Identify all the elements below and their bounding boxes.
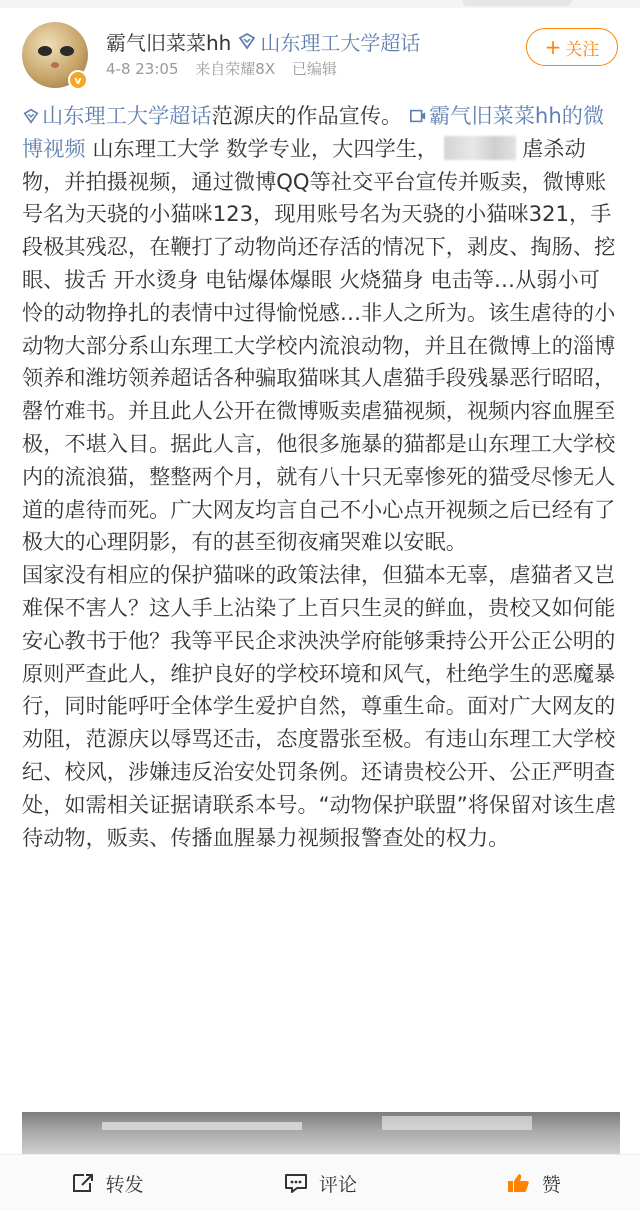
super-topic-icon xyxy=(22,107,40,125)
like-button[interactable] xyxy=(427,1170,640,1197)
comment-icon xyxy=(283,1171,309,1195)
text-segment: 虐杀动物，并拍摄视频，通过微博QQ等社交平台宣传并贩卖，微博账号名为天骁的小猫咪123，现用账号名为天骁的小猫咪321，手段极其残忍，在鞭打了动物尚还存活的情况下，剥皮、掏肠、挖眼、拔舌 开水烫身 电钻爆体爆眼 火烧猫身 电击等…从弱小可怜的动物挣扎的表情中过得愉悦感…非人之所为。该生虐待的小动物大部分系山东理工大学校内流浪动物，并且在微博上的淄博领养和潍坊领养超话各种骗取猫咪其人虐猫手段残暴恶行昭昭，罄竹难书。并且此人公开在微博贩卖虐猫视频，视频内容血腥至极，不堪入目。据此人言，他很多施暴的猫都是山东理工大学校内的流浪猫，整整两个月，就有八十只无辜惨死的猫受尽惨无人道的虐待而死。广大网友均言自己不小心点开视频之后已经有了极大的心理阴影，有的甚至彻夜痛哭难以安眠。 xyxy=(22,135,616,555)
comment-label: 评论 xyxy=(318,1173,357,1196)
repost-icon xyxy=(70,1171,96,1195)
image-detail xyxy=(102,1122,302,1130)
super-topic-icon xyxy=(237,31,257,51)
thumbs-up-icon xyxy=(506,1171,532,1195)
post-source: 来自荣耀8X xyxy=(195,60,276,78)
topic-hashtag-link[interactable]: 山东理工大学超话 xyxy=(42,103,212,128)
verified-badge-icon: v xyxy=(68,70,88,90)
follow-button[interactable] xyxy=(526,28,618,66)
super-topic-link[interactable]: 山东理工大学超话 xyxy=(260,30,421,55)
action-bar xyxy=(0,1154,640,1211)
status-strip xyxy=(0,0,640,8)
paragraph-2: 国家没有相应的保护猫咪的政策法律，但猫本无辜，虐猫者又岂难保不害人？这人手上沾染了上百只生灵的鲜血，贵校又如何能安心教书于他？我等平民企求泱泱学府能够秉持公开公正公明的原则严查此人，维护良好的学校环境和风气，杜绝学生的恶魔暴行，同时能呼吁全体学生爱护自然，尊重生命。面对广大网友的劝阻，范源庆以辱骂还击，态度嚣张至极。有违山东理工大学校纪、校风，涉嫌违反治安处罚条例。还请贵校公开、公正严明查处，如需相关证据请联系本号。“动物保护联盟”将保留对该生虐待动物，贩卖、传播血腥暴力视频报警查处的权力。 xyxy=(22,562,617,850)
post-meta xyxy=(106,58,349,79)
comment-button[interactable] xyxy=(213,1170,426,1197)
plus-icon: + xyxy=(544,35,562,59)
repost-label: 转发 xyxy=(105,1173,144,1196)
post-header xyxy=(0,8,640,100)
repost-button[interactable] xyxy=(0,1170,213,1197)
avatar-nose xyxy=(51,62,59,68)
post-image-preview[interactable] xyxy=(22,1112,620,1154)
avatar-eye xyxy=(60,46,74,56)
name-row xyxy=(106,26,420,56)
text-segment: 范源庆的作品宣传。 xyxy=(211,103,403,128)
post-time: 4-8 23:05 xyxy=(106,60,179,78)
edited-label: 已编辑 xyxy=(291,60,337,78)
like-label: 赞 xyxy=(541,1173,561,1196)
text-segment: 山东理工大学 数学专业，大四学生， xyxy=(92,135,439,161)
top-pill xyxy=(462,0,572,6)
post-content xyxy=(22,100,620,854)
redacted-blur xyxy=(444,136,516,160)
avatar-eye xyxy=(38,46,52,56)
image-detail xyxy=(382,1116,532,1130)
follow-label: 关注 xyxy=(565,39,600,60)
video-icon xyxy=(409,107,427,125)
author-name[interactable]: 霸气旧菜菜hh xyxy=(106,30,232,55)
paragraph-1 xyxy=(22,100,620,559)
weibo-video-link[interactable]: 霸气旧菜菜hh的微博视频 xyxy=(22,103,605,161)
